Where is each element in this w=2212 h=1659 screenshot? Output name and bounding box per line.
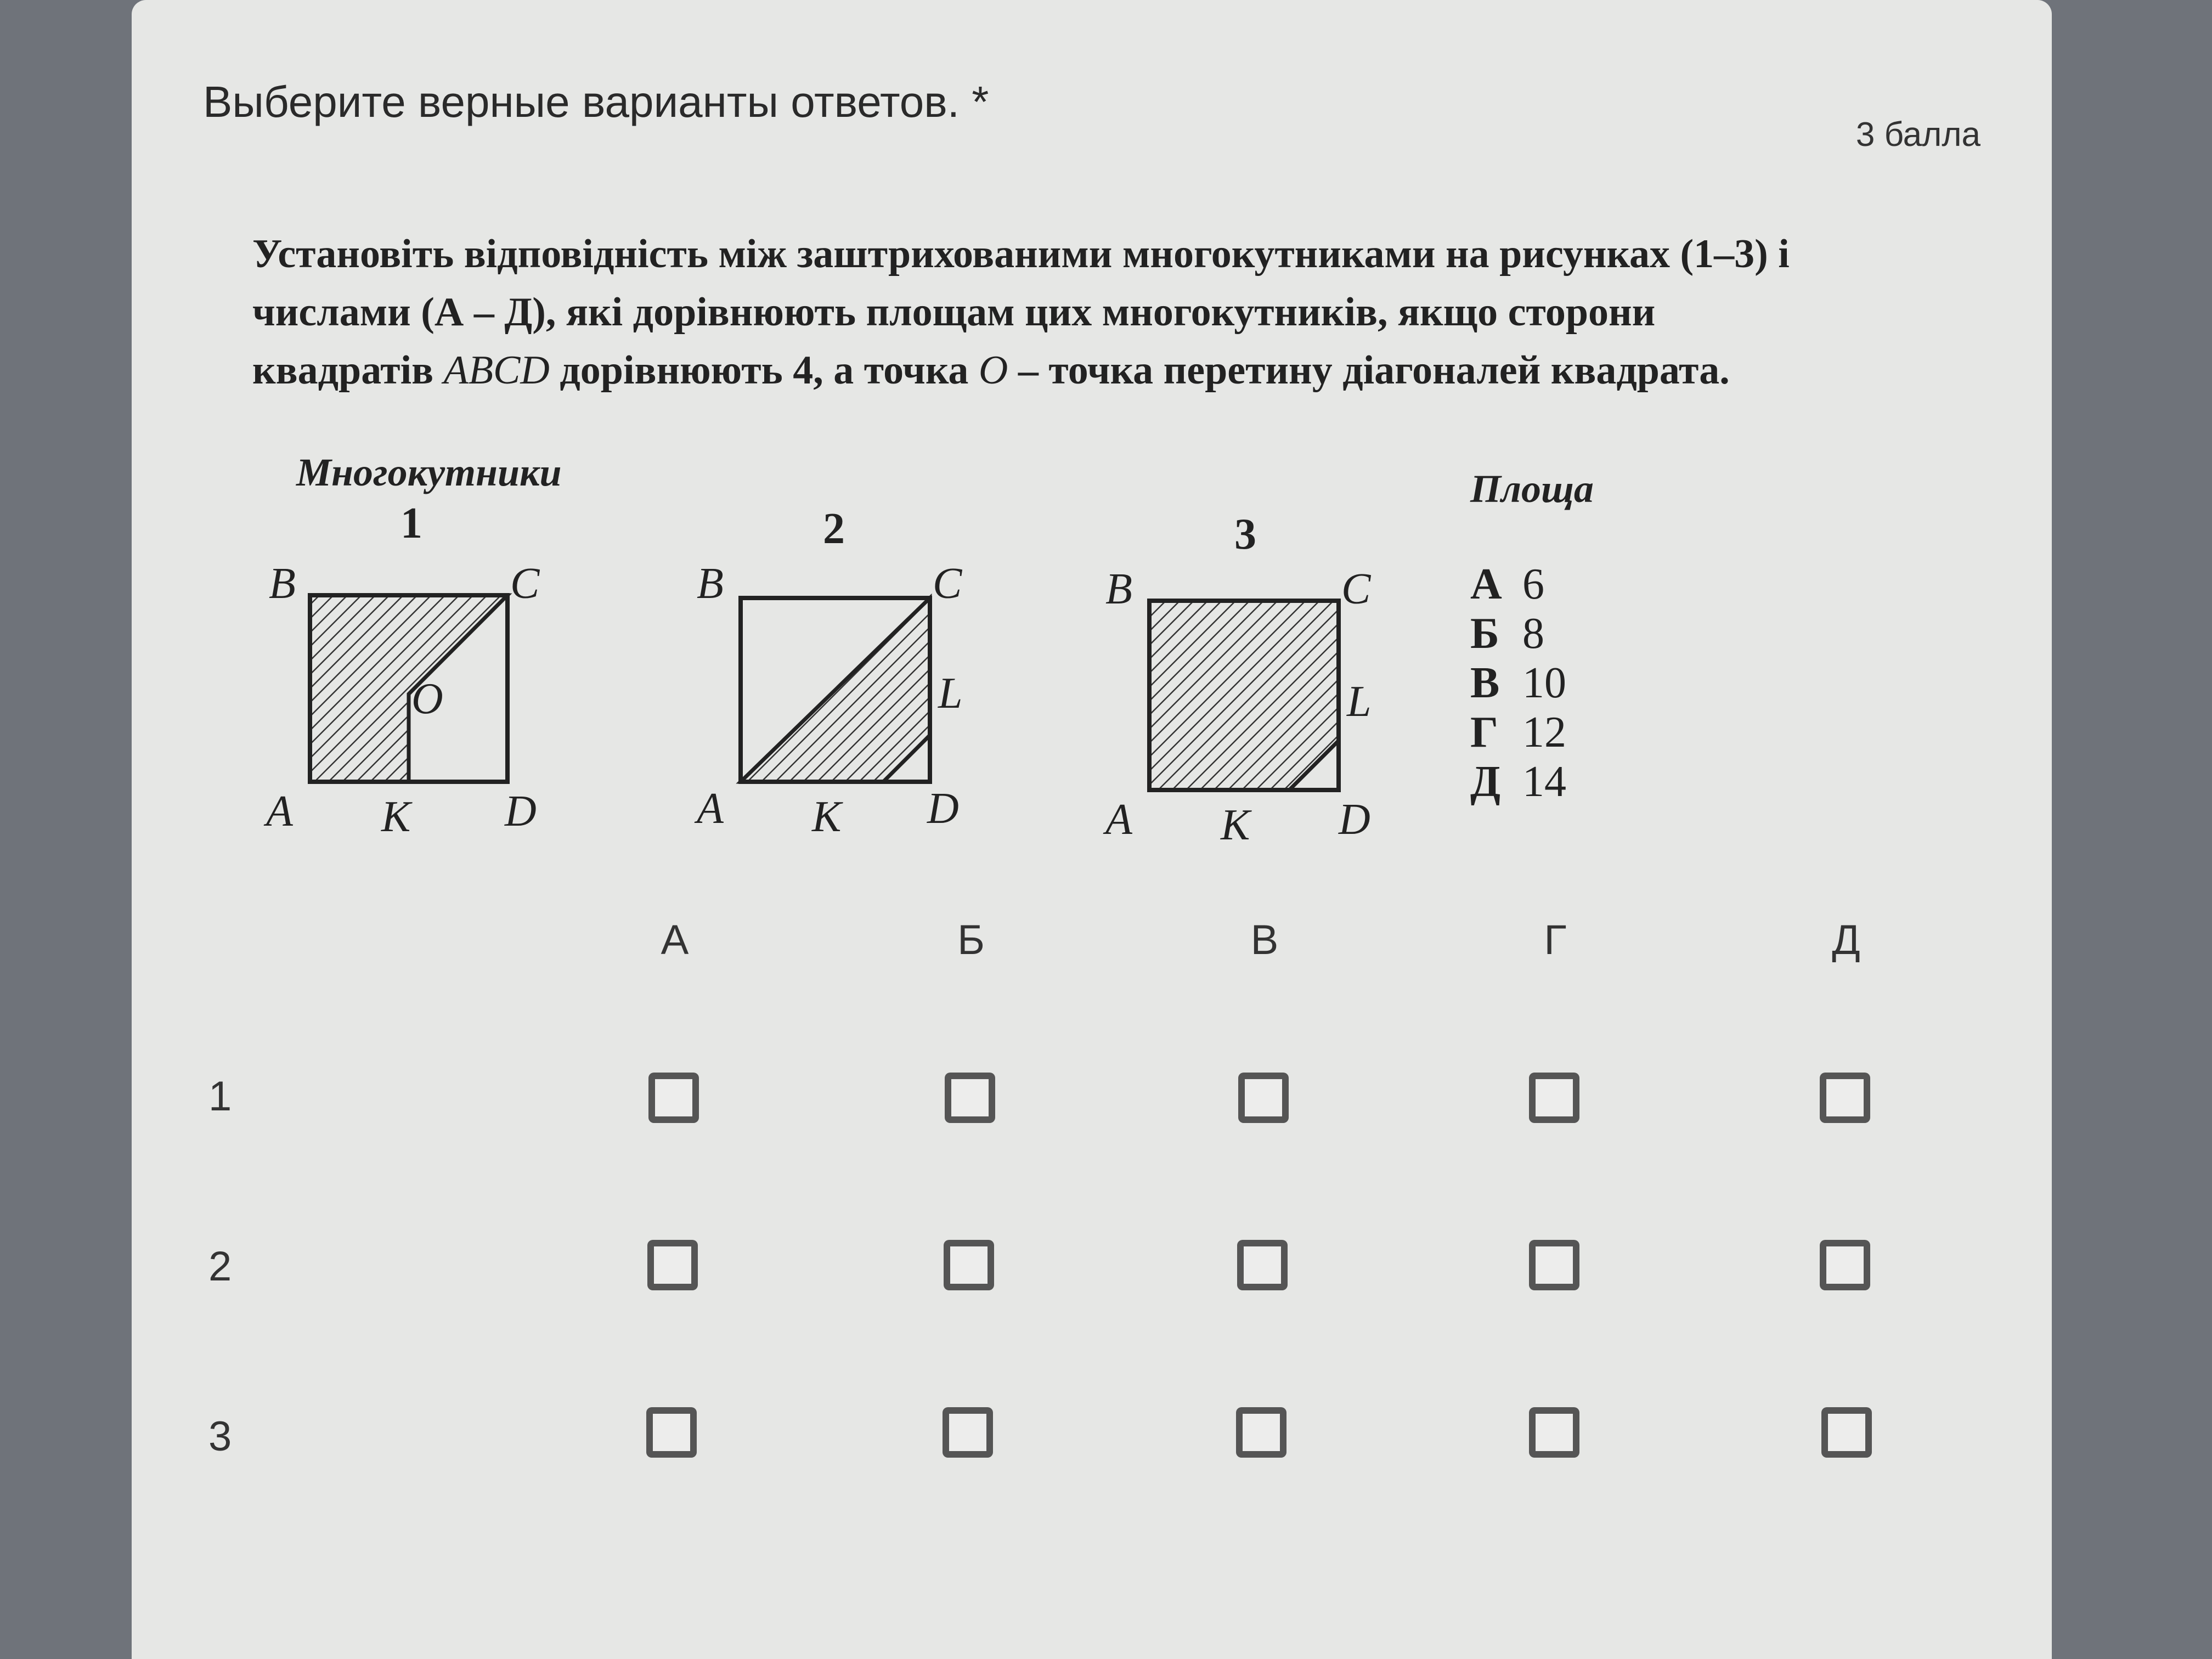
checkbox-1-d[interactable]: [1820, 1073, 1870, 1123]
task-line-1: Установіть відповідність між заштрихованими многокутниками на рисунках (1–3) і: [252, 232, 1790, 276]
checkbox-2-g[interactable]: [1529, 1240, 1579, 1290]
svg-text:1: 1: [400, 499, 422, 548]
svg-text:D: D: [927, 785, 959, 833]
svg-text:2: 2: [823, 505, 845, 553]
grid-row-label: 2: [208, 1243, 232, 1290]
svg-text:A: A: [266, 787, 293, 836]
svg-text:K: K: [381, 793, 411, 841]
question-card: [132, 0, 2052, 1659]
area-caption: Площа: [1470, 467, 1594, 511]
task-line-3: квадратів ABCD дорівнюють 4, а точка O – точка перетину діагоналей квадрата.: [252, 348, 1730, 393]
figure-3: [1103, 510, 1372, 849]
svg-text:A: A: [1105, 795, 1132, 844]
checkbox-3-d[interactable]: [1821, 1407, 1872, 1458]
area-option: В 10: [1470, 659, 1566, 707]
checkbox-3-b[interactable]: [943, 1407, 993, 1458]
svg-text:O: O: [411, 675, 443, 723]
svg-text:A: A: [697, 785, 724, 833]
svg-text:C: C: [933, 560, 962, 608]
svg-text:D: D: [505, 787, 537, 836]
checkbox-1-v[interactable]: [1238, 1073, 1289, 1123]
svg-text:B: B: [697, 560, 724, 608]
svg-text:B: B: [269, 560, 296, 608]
checkbox-3-a[interactable]: [646, 1407, 697, 1458]
checkbox-1-b[interactable]: [945, 1073, 995, 1123]
svg-text:K: K: [812, 793, 842, 841]
checkbox-1-a[interactable]: [648, 1073, 699, 1123]
checkbox-3-g[interactable]: [1529, 1407, 1579, 1458]
checkbox-2-v[interactable]: [1237, 1240, 1288, 1290]
area-option: Д 14: [1470, 758, 1566, 806]
polygons-caption: Многокутники: [296, 450, 562, 494]
question-title: Выберите верные варианты ответов. *: [203, 77, 989, 126]
svg-text:B: B: [1105, 565, 1132, 613]
svg-text:L: L: [1347, 678, 1372, 726]
grid-column-header: В: [1250, 917, 1279, 963]
grid-column-header: Д: [1832, 917, 1860, 963]
checkbox-2-b[interactable]: [944, 1240, 994, 1290]
question-points: 3 балла: [1855, 116, 1980, 154]
figure-1: [263, 499, 540, 841]
svg-text:K: K: [1221, 801, 1250, 849]
area-option: А 6: [1470, 560, 1544, 608]
task-line-2: числами (А – Д), які дорівнюють площам цих многокутників, якщо сторони: [252, 290, 1656, 335]
area-options: [1470, 560, 1566, 806]
grid-column-header: Б: [957, 917, 985, 963]
grid-row-label: 1: [208, 1073, 232, 1120]
grid-column-header: А: [661, 917, 689, 963]
area-option: Г 12: [1470, 708, 1566, 757]
checkbox-3-v[interactable]: [1236, 1407, 1286, 1458]
checkbox-2-d[interactable]: [1820, 1240, 1870, 1290]
polygon-figures: [132, 0, 2052, 878]
svg-text:L: L: [938, 669, 963, 718]
svg-text:C: C: [510, 560, 540, 608]
area-option: Б 8: [1470, 610, 1544, 658]
checkbox-1-g[interactable]: [1529, 1073, 1579, 1123]
checkbox-2-a[interactable]: [647, 1240, 698, 1290]
figure-2: [694, 505, 963, 841]
svg-text:D: D: [1339, 795, 1370, 844]
svg-text:3: 3: [1234, 510, 1256, 558]
grid-column-header: Г: [1544, 917, 1567, 963]
grid-row-label: 3: [208, 1413, 232, 1460]
svg-text:C: C: [1341, 565, 1371, 613]
